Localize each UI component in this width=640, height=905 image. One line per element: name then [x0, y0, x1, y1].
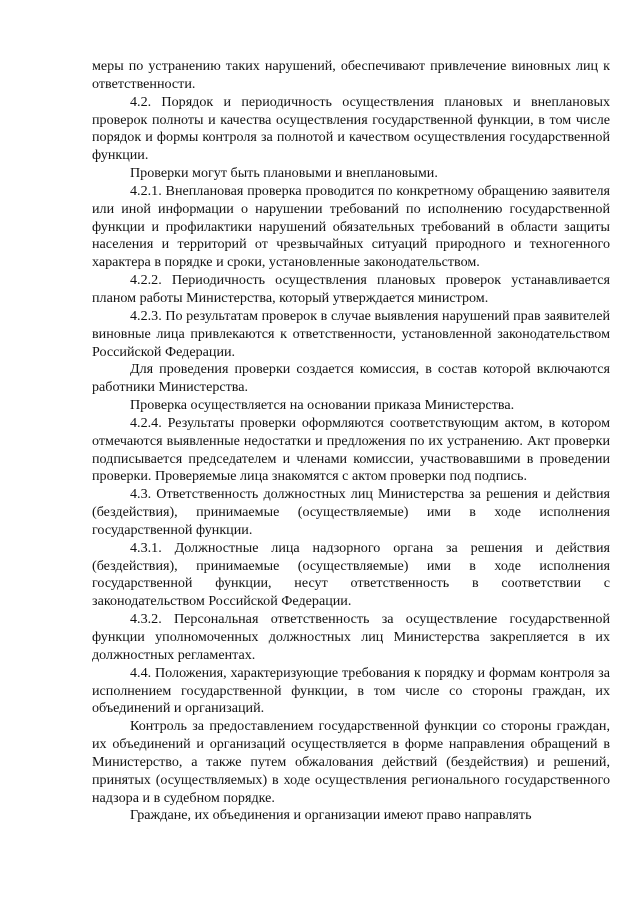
paragraph-continuation: меры по устранению таких нарушений, обеспечивают привлечение виновных лиц к ответственности.	[92, 58, 610, 92]
paragraph-order-basis: Проверка осуществляется на основании приказа Министерства.	[130, 397, 515, 414]
paragraph-section-4-3-1: 4.3.1. Должностные лица надзорного органа за решения и действия (бездействия), принимаемые (осуществляемые) ими в ходе исполнения государственной функции, несут ответственность в соответствии с законодательством Российской Федерации.	[92, 539, 610, 610]
paragraph-section-4-3-2: 4.3.2. Персональная ответственность за осуществление государственной функции уполномоченных должностных лиц Министерства закрепляется в их должностных регламентах.	[92, 611, 610, 663]
paragraph-section-4-2-2: 4.2.2. Периодичность осуществления плановых проверок устанавливается планом работы Министерства, который утверждается министром.	[92, 272, 610, 306]
paragraph-section-4-3: 4.3. Ответственность должностных лиц Министерства за решения и действия (бездействия), принимаемые (осуществляемые) ими в ходе исполнения государственной функции.	[92, 486, 610, 538]
document-page	[92, 58, 610, 825]
paragraph-commission: Для проведения проверки создается комиссия, в состав которой включаются работники Министерства.	[92, 361, 610, 396]
paragraph-inspection-types: Проверки могут быть плановыми и внеплановыми.	[130, 165, 438, 182]
paragraph-section-4-2-4: 4.2.4. Результаты проверки оформляются соответствующим актом, в котором отмечаются выявленные недостатки и предложения по их устранению. Акт проверки подписывается председателем и членами комиссии, участвовавшими в проведении проверки. Проверяемые лица знакомятся с актом проверки под подпись.	[92, 414, 610, 485]
paragraph-section-4-2: 4.2. Порядок и периодичность осуществления плановых и внеплановых проверок полноты и качества осуществления государственной функции, в том числе порядок и формы контроля за полнотой и качеством осуществления государственной функции.	[92, 93, 610, 164]
paragraph-section-4-2-3: 4.2.3. По результатам проверок в случае выявления нарушений прав заявителей виновные лица привлекаются к ответственности, установленной законодательством Российской Федерации.	[92, 307, 610, 360]
paragraph-citizen-rights: Граждане, их объединения и организации имеют право направлять	[130, 807, 532, 824]
paragraph-citizen-control: Контроль за предоставлением государственной функции со стороны граждан, их объединений и организаций осуществляется в форме направления обращений в Министерство, а также путем обжалования действий (бездействия) и решений, принятых (осуществляемых) в ходе осуществления регионального государственного надзора и в судебном порядке.	[92, 718, 610, 806]
paragraph-section-4-2-1: 4.2.1. Внеплановая проверка проводится по конкретному обращению заявителя или иной информации о нарушении требований по исполнению государственной функции и профилактики нарушений обязательных требований в области защиты населения и территорий от чрезвычайных ситуаций природного и техногенного характера в порядке и сроки, установленные законодательством.	[92, 182, 610, 271]
paragraph-section-4-4: 4.4. Положения, характеризующие требования к порядку и формам контроля за исполнением государственной функции, в том числе со стороны граждан, их объединений и организаций.	[92, 664, 610, 717]
